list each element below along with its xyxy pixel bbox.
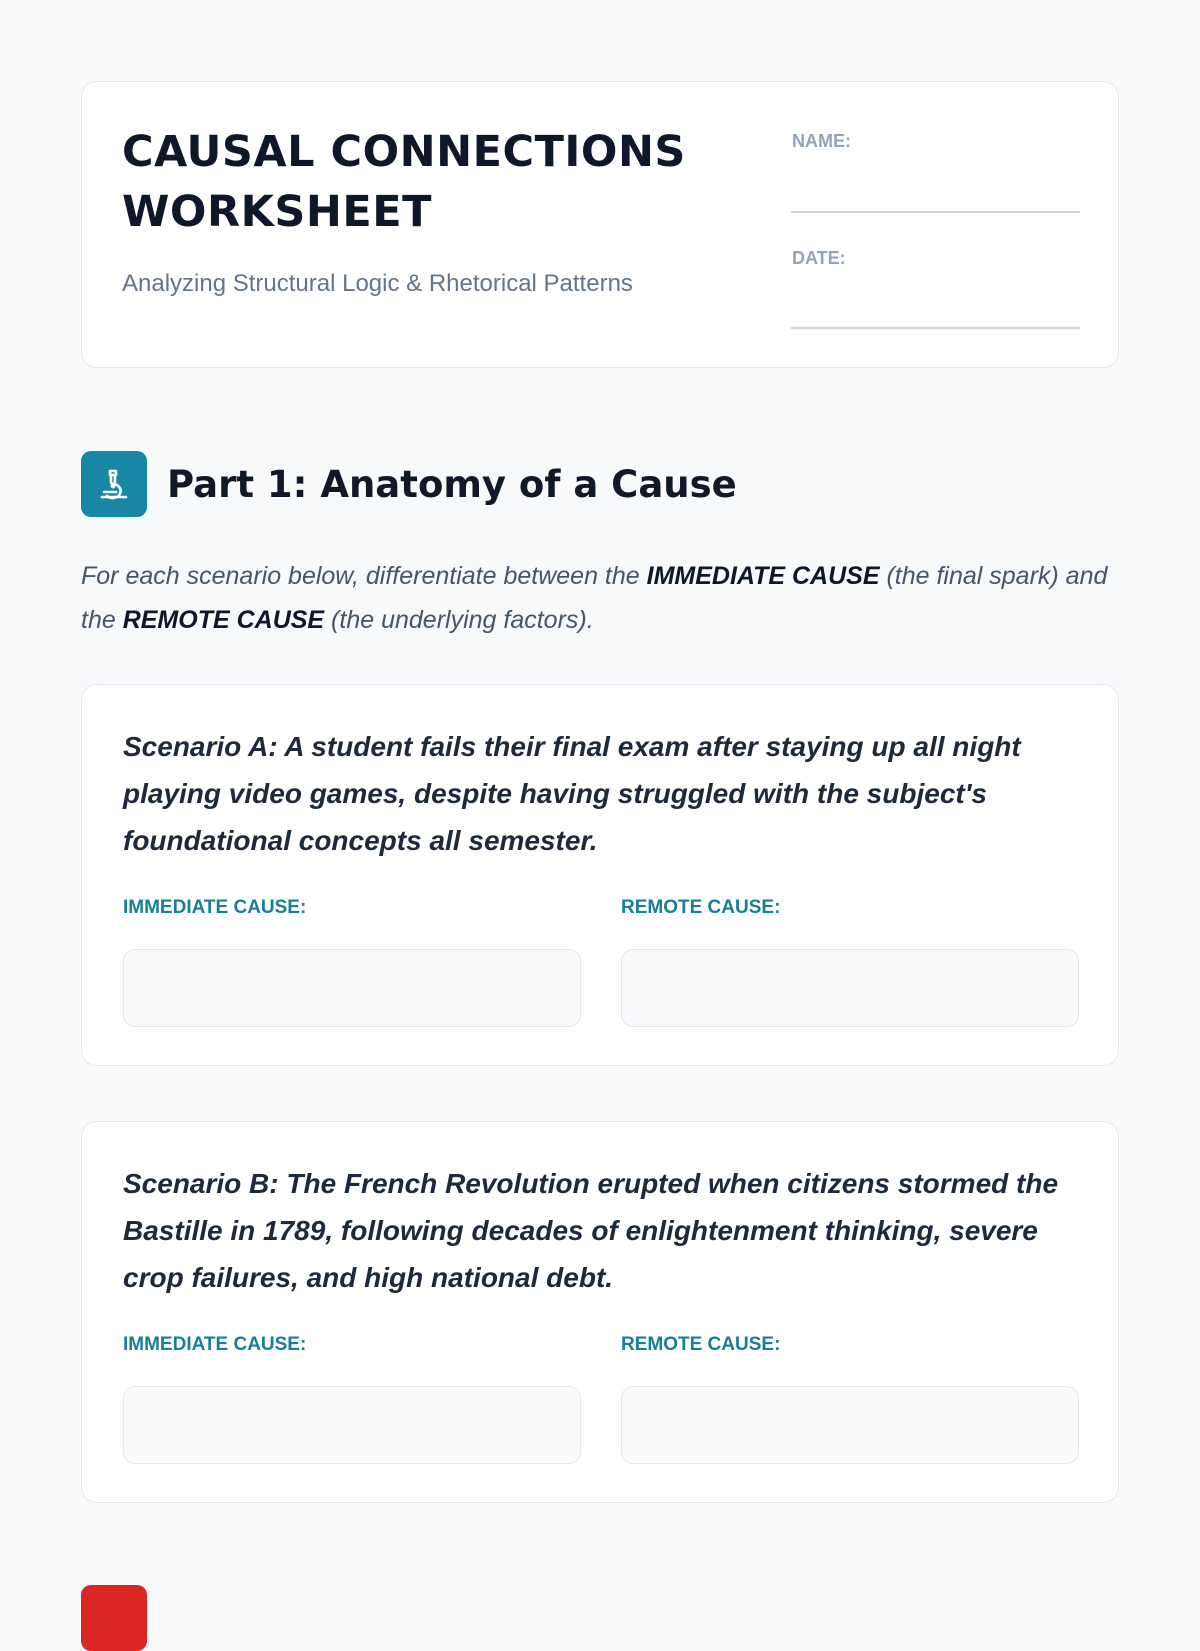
worksheet-title: CAUSAL CONNECTIONS WORKSHEET <box>122 127 686 237</box>
remote-cause-input[interactable] <box>621 949 1079 1027</box>
instructions-text-post: (the underlying factors). <box>324 606 594 634</box>
remote-cause-input[interactable] <box>621 1386 1079 1464</box>
scenario-text: Scenario B: The French Revolution erupted when citizens stormed the Bastille in 1789, following decades of enlightenment thinking, severe crop failures, and high national debt. <box>123 1168 1059 1293</box>
instructions <box>81 554 1121 642</box>
name-field[interactable] <box>791 211 1080 213</box>
part-2-icon <box>81 1585 147 1651</box>
instructions-text-pre: For each scenario below, differentiate between the <box>81 562 647 590</box>
part-1-heading <box>81 451 737 517</box>
microscope-icon <box>81 451 147 517</box>
date-label: DATE: <box>792 248 846 268</box>
scenario-card-b <box>81 1121 1119 1503</box>
immediate-cause-input[interactable] <box>123 1386 581 1464</box>
instructions-text-mid: (the final spark) and the <box>81 562 1108 634</box>
worksheet-subtitle: Analyzing Structural Logic & Rhetorical Patterns <box>122 270 633 297</box>
part-1-title: Part 1: Anatomy of a Cause <box>167 462 737 506</box>
remote-cause-label: REMOTE CAUSE: <box>621 897 781 918</box>
immediate-cause-term: IMMEDIATE CAUSE <box>646 562 880 590</box>
worksheet-header <box>81 81 1119 368</box>
scenario-card-a <box>81 684 1119 1066</box>
remote-cause-term: REMOTE CAUSE <box>122 606 325 634</box>
name-label: NAME: <box>792 131 851 151</box>
immediate-cause-label: IMMEDIATE CAUSE: <box>123 897 307 918</box>
immediate-cause-input[interactable] <box>123 949 581 1027</box>
remote-cause-label: REMOTE CAUSE: <box>621 1334 781 1355</box>
scenario-text: Scenario A: A student fails their final exam after staying up all night playing video games, despite having struggled with the subject's foundational concepts all semester. <box>123 731 1021 856</box>
immediate-cause-label: IMMEDIATE CAUSE: <box>123 1334 307 1355</box>
date-field[interactable] <box>791 327 1080 329</box>
